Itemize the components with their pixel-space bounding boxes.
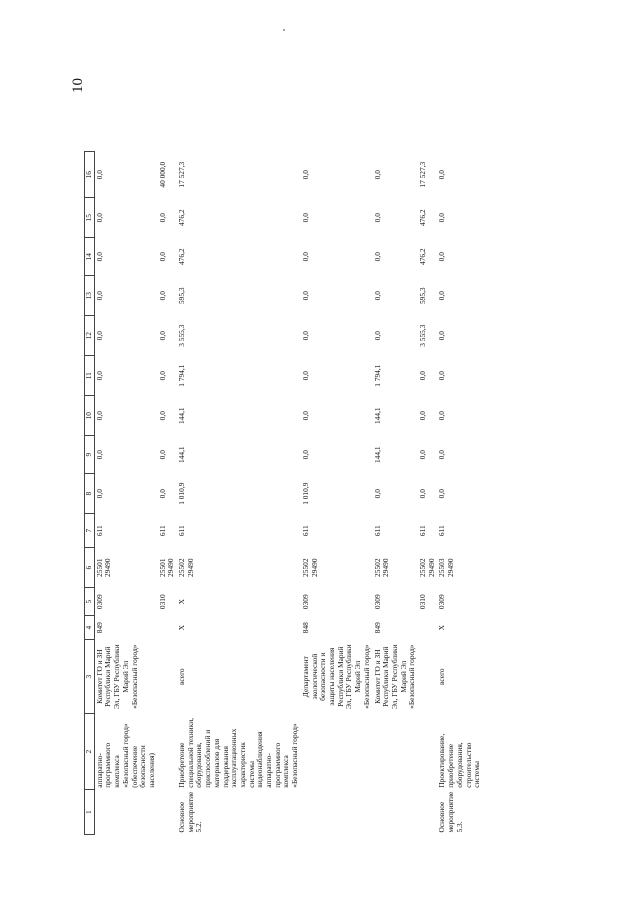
table-cell-c10: 0,0 <box>157 411 167 421</box>
table-cell-c10: 0,0 <box>437 411 447 421</box>
table-cell-c1 <box>373 790 419 835</box>
col-header: 9 <box>85 436 95 474</box>
table-cell-c5: 0309 <box>94 594 104 610</box>
table-cell-c13: 0,0 <box>300 291 310 301</box>
table-cell-c15: 476,2 <box>418 209 428 227</box>
table-cell-c7: 611 <box>94 525 104 537</box>
table-cell-c3: всего <box>177 668 187 686</box>
table-cell-c3: Комитет ГО и ЗН Республики Марий Эл, ГБУ Республики Марий Эл «Безопасный город» <box>94 644 139 709</box>
table-row <box>301 152 373 835</box>
table-cell-c16: 0,0 <box>372 170 382 180</box>
col-header: 12 <box>85 316 95 356</box>
table-cell-c7: 611 <box>157 525 167 537</box>
table-cell-c11: 1 794,1 <box>372 364 382 387</box>
table-cell-c2 <box>373 714 419 790</box>
table-row <box>177 152 301 835</box>
table-row <box>94 152 157 835</box>
table-cell-c4: Х <box>437 625 447 631</box>
table-body <box>94 152 483 835</box>
table-cell-c13: 0,0 <box>372 291 382 301</box>
table-cell-c1 <box>418 790 437 835</box>
table-cell-c12: 0,0 <box>300 331 310 341</box>
table-cell-c6: 25503 29490 <box>437 558 456 577</box>
table-cell-c2: аппаратно-программного комплекса «Безопасный город» (обеспечение безопасности населения) <box>94 723 156 788</box>
table-cell-c9: 0,0 <box>94 450 104 460</box>
table-cell-c15: 0,0 <box>437 213 447 223</box>
table-cell-c1 <box>301 790 373 835</box>
table-cell-c9: 0,0 <box>418 450 428 460</box>
table-cell-c13: 0,0 <box>94 291 104 301</box>
table-cell-c8: 1 010,9 <box>300 482 310 505</box>
table-cell-c10: 0,0 <box>94 411 104 421</box>
table-cell-c16: 0,0 <box>94 170 104 180</box>
table-cell-c10: 0,0 <box>300 411 310 421</box>
table-cell-c16: 17 527,3 <box>418 161 428 188</box>
table-cell-c13: 595,3 <box>177 287 187 305</box>
table-cell-c15: 0,0 <box>157 213 167 223</box>
table-cell-c14: 0,0 <box>94 252 104 262</box>
table-cell-c4: 849 <box>372 622 382 634</box>
table-cell-c15: 0,0 <box>300 213 310 223</box>
table-cell-c11: 0,0 <box>94 371 104 381</box>
col-header: 7 <box>85 514 95 548</box>
table-cell-c7: 611 <box>437 525 447 537</box>
table-cell-c9: 144,1 <box>177 446 187 464</box>
column-number-row <box>85 152 95 835</box>
table-cell-c13: 595,3 <box>418 287 428 305</box>
table-cell-c14: 0,0 <box>437 252 447 262</box>
table-row <box>437 152 483 835</box>
col-header: 10 <box>85 396 95 436</box>
table-row <box>158 152 177 835</box>
table-cell-c11: 0,0 <box>300 371 310 381</box>
table-cell-c11: 0,0 <box>437 371 447 381</box>
table-cell-c5: 0310 <box>157 594 167 610</box>
table-cell-c15: 476,2 <box>177 209 187 227</box>
table-cell-c6: 25501 29490 <box>157 558 176 577</box>
table-cell-c5: 0310 <box>418 594 428 610</box>
table-cell-c8: 0,0 <box>418 489 428 499</box>
table-row <box>373 152 419 835</box>
table-cell-c12: 3 555,3 <box>418 324 428 347</box>
table-cell-c2 <box>418 714 437 790</box>
table-cell-c6: 25502 29490 <box>418 558 436 577</box>
col-header: 11 <box>85 356 95 396</box>
table-cell-c14: 0,0 <box>300 252 310 262</box>
table-cell-c4: 849 <box>94 622 104 634</box>
table-cell-c8: 0,0 <box>437 489 447 499</box>
table-cell-c14: 0,0 <box>157 252 167 262</box>
table-cell-c6: 25501 29490 <box>94 558 113 577</box>
table-cell-c2 <box>158 714 177 790</box>
table-cell-c14: 476,2 <box>418 248 428 266</box>
table-cell-c3: Департамент экологической безопасности и защиты населения Республики Марий Эл, ГБУ Республики Марий Эл «Безопасный город» <box>300 644 371 709</box>
table-cell-c9: 0,0 <box>157 450 167 460</box>
table-cell-c13: 0,0 <box>437 291 447 301</box>
table-cell-c8: 0,0 <box>157 489 167 499</box>
table-cell-c16: 40 000,0 <box>157 161 167 188</box>
page-number: 10 <box>70 78 86 93</box>
table-cell-c6: 25502 29490 <box>177 558 195 577</box>
col-header: 2 <box>85 714 95 790</box>
table-cell-c7: 611 <box>177 525 187 537</box>
table-cell-c11: 0,0 <box>418 371 428 381</box>
table-cell-c1: Основное мероприятие 5.3. <box>437 791 464 833</box>
table-cell-c2: Приобретение специальной техники, оборудования, приспособлений и материалов для поддержания эксплуатационных характеристик системы видеонаблюдения аппаратно-программного комплекса «Безопасный город» <box>177 717 300 788</box>
table-cell-c9: 0,0 <box>437 450 447 460</box>
table-cell-c7: 611 <box>372 525 382 537</box>
table-cell-c2: Проектирование, приобретение оборудования, строительство системы <box>437 733 482 788</box>
table-cell-c15: 0,0 <box>94 213 104 223</box>
col-header: 1 <box>85 790 95 835</box>
table-cell-c14: 0,0 <box>372 252 382 262</box>
col-header: 13 <box>85 276 95 316</box>
table-cell-c3: всего <box>437 668 447 686</box>
table-cell-c5: 0309 <box>300 594 310 610</box>
table-cell-c10: 144,1 <box>177 407 187 425</box>
table-cell-c12: 0,0 <box>157 331 167 341</box>
col-header: 4 <box>85 616 95 640</box>
col-header: 6 <box>85 548 95 588</box>
table-cell-c8: 1 010,9 <box>177 482 187 505</box>
table-cell-c9: 144,1 <box>372 446 382 464</box>
table-cell-c2 <box>301 714 373 790</box>
table-cell-c12: 0,0 <box>372 331 382 341</box>
table-cell-c15: 0,0 <box>372 213 382 223</box>
table-cell-c11: 1 794,1 <box>177 364 187 387</box>
table-cell-c4: 848 <box>300 622 310 634</box>
table-cell-c5: Х <box>177 599 187 605</box>
table-cell-c3 <box>418 640 437 714</box>
table-cell-c6: 25502 29490 <box>372 558 391 577</box>
col-header: 14 <box>85 238 95 276</box>
table-cell-c11: 0,0 <box>157 371 167 381</box>
table-cell-c1: Основное мероприятие 5.2. <box>177 791 204 833</box>
table-cell-c16: 0,0 <box>437 170 447 180</box>
table-cell-c8: 0,0 <box>372 489 382 499</box>
table-cell-c1 <box>94 790 157 835</box>
table-cell-c7: 611 <box>300 525 310 537</box>
table-cell-c6: 25502 29490 <box>300 558 319 577</box>
budget-table <box>84 151 483 835</box>
table-cell-c3 <box>158 640 177 714</box>
table-cell-c3: Комитет ГО и ЗН Республики Марий Эл, ГБУ Республики Марий Эл «Безопасный город» <box>372 644 417 709</box>
col-header: 16 <box>85 152 95 198</box>
table-cell-c7: 611 <box>418 525 428 537</box>
table-cell-c1 <box>158 790 177 835</box>
table-cell-c4: Х <box>177 625 187 631</box>
col-header: 5 <box>85 588 95 616</box>
table-cell-c10: 0,0 <box>418 411 428 421</box>
table-cell-c12: 3 555,3 <box>177 324 187 347</box>
table-cell-c8: 0,0 <box>94 489 104 499</box>
table-cell-c13: 0,0 <box>157 291 167 301</box>
col-header: 15 <box>85 198 95 238</box>
table-cell-c5: 0309 <box>437 594 447 610</box>
table-cell-c16: 0,0 <box>300 170 310 180</box>
table-cell-c4 <box>158 616 177 640</box>
table-cell-c4 <box>418 616 437 640</box>
table-cell-c12: 0,0 <box>94 331 104 341</box>
col-header: 3 <box>85 640 95 714</box>
table-cell-c5: 0309 <box>372 594 382 610</box>
table-row <box>418 152 437 835</box>
table-cell-c14: 476,2 <box>177 248 187 266</box>
table-cell-c9: 0,0 <box>300 450 310 460</box>
table-cell-c16: 17 527,3 <box>177 161 187 188</box>
table-cell-c12: 0,0 <box>437 331 447 341</box>
col-header: 8 <box>85 474 95 514</box>
table-cell-c10: 144,1 <box>372 407 382 425</box>
